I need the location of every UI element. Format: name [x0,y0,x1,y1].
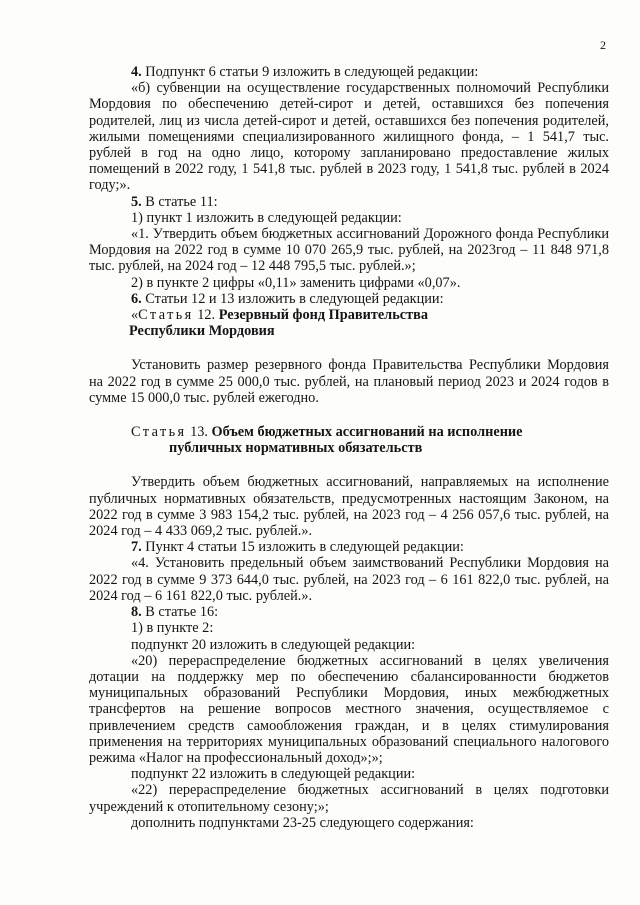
document-body [89,64,609,831]
spacer [89,406,609,424]
page-number: 2 [600,38,606,52]
amendment-item-7 [89,539,609,555]
article-title-line2: публичных нормативных обязательств [169,440,423,457]
article-number: 12. [193,307,219,324]
sub-item-2: 2) в пункте 2 цифры «0,11» заменить цифрами «0,07». [131,274,461,291]
article-title-line1: Резервный фонд Правительства [218,307,429,324]
amendment-item-4 [89,64,609,80]
spacer [89,456,609,474]
sub-item-1-clause-2: 1) в пункте 2: [131,620,214,637]
public-obligations-text: Утвердить объем бюджетных ассигнований, направляемых на исполнение публичных нормативных обязательств, предусмотренных настоящим Законом, на 2022 год в сумме 3 983 154,2 тыс. рублей, на 2023 год – 4 256 057,6 тыс. рублей, на 2024 год – 4 433 069,2 тыс. рублей.». [89,474,609,540]
paragraph-text: Подпункт 6 статьи 9 изложить в следующей редакции: [141,64,479,80]
spacer [89,339,609,357]
amendment-item-5 [89,194,609,210]
article-word: Статья [138,307,194,324]
article-word: Статья [131,424,187,441]
article-title-line2: Республики Мордовия [129,323,275,340]
item-number: 5. [131,193,142,210]
item-number: 8. [131,604,142,621]
paragraph-text: В статье 16: [141,604,219,621]
amendment-item-6 [89,291,609,307]
reserve-fund-text: Установить размер резервного фонда Правительства Республики Мордовия на 2022 год в сумме 25 000,0 тыс. рублей, на плановый период 2023 и 2024 годов в сумме 15 000,0 тыс. рублей ежегодно. [89,357,609,406]
borrowing-limit-text: «4. Установить предельный объем заимствований Республики Мордовия на 2022 год в сумме 9 373 644,0 тыс. рублей, на 2023 год – 6 161 822,0 тыс. рублей, на 2024 год – 6 161 822,0 тыс. рублей.». [89,555,609,604]
subparagraph-20-text: «20) перераспределение бюджетных ассигнований в целях увеличения дотации на поддержку мер по обеспечению сбалансированности бюджетов муниципальных образований Республики Мордовия, иных межбюджетных трансфертов на решение вопросов местного значения, осуществляемое с привлечением средств самообложения граждан, и в целях стимулирования применения на территориях муниципальных образований специального налогового режима «Налог на профессиональный доход»;»; [89,652,609,766]
article-13-heading [89,424,609,456]
article-12-heading [89,307,609,339]
paragraph-text: Статьи 12 и 13 изложить в следующей редакции: [141,290,444,307]
subparagraph-22-text: «22) перераспределение бюджетных ассигнований в целях подготовки учреждений к отопительному сезону;»; [89,782,609,815]
amendment-item-8 [89,604,609,620]
article-title-line1: Объем бюджетных ассигнований на исполнение [211,424,523,441]
item-number: 7. [131,539,142,556]
paragraph-text: В статье 11: [141,193,218,210]
road-fund-text: «1. Утвердить объем бюджетных ассигнований Дорожного фонда Республики Мордовия на 2022 год в сумме 10 070 265,9 тыс. рублей, на 2023год – 11 848 971,8 тыс. рублей, на 2024 год – 12 448 795,5 тыс. рублей.»; [89,226,609,275]
subparagraphs-23-25-intro: дополнить подпунктами 23-25 следующего содержания: [131,814,474,831]
subparagraph-20-intro: подпункт 20 изложить в следующей редакции: [131,636,416,653]
subparagraph-6-text: «б) субвенции на осуществление государственных полномочий Республики Мордовия по обеспечению детей-сирот и детей, оставшихся без попечения родителей, лиц из числа детей-сирот и детей, оставшихся без попечения родителей, жилыми помещениями специализированного жилищного фонда, – 1 541,7 тыс. рублей в год на одно лицо, которому запланировано предоставление жилых помещений в 2022 году, 1 541,8 тыс. рублей в 2023 году, 1 541,8 тыс. рублей в 2024 году;». [89,80,609,194]
subparagraph-22-intro: подпункт 22 изложить в следующей редакции: [131,766,416,783]
item-number: 4. [131,64,142,80]
paragraph-text: Пункт 4 статьи 15 изложить в следующей редакции: [141,539,464,556]
quote-mark: « [131,307,139,324]
article-number: 13. [186,424,212,441]
sub-item-1: 1) пункт 1 изложить в следующей редакции: [131,209,402,226]
item-number: 6. [131,290,142,307]
